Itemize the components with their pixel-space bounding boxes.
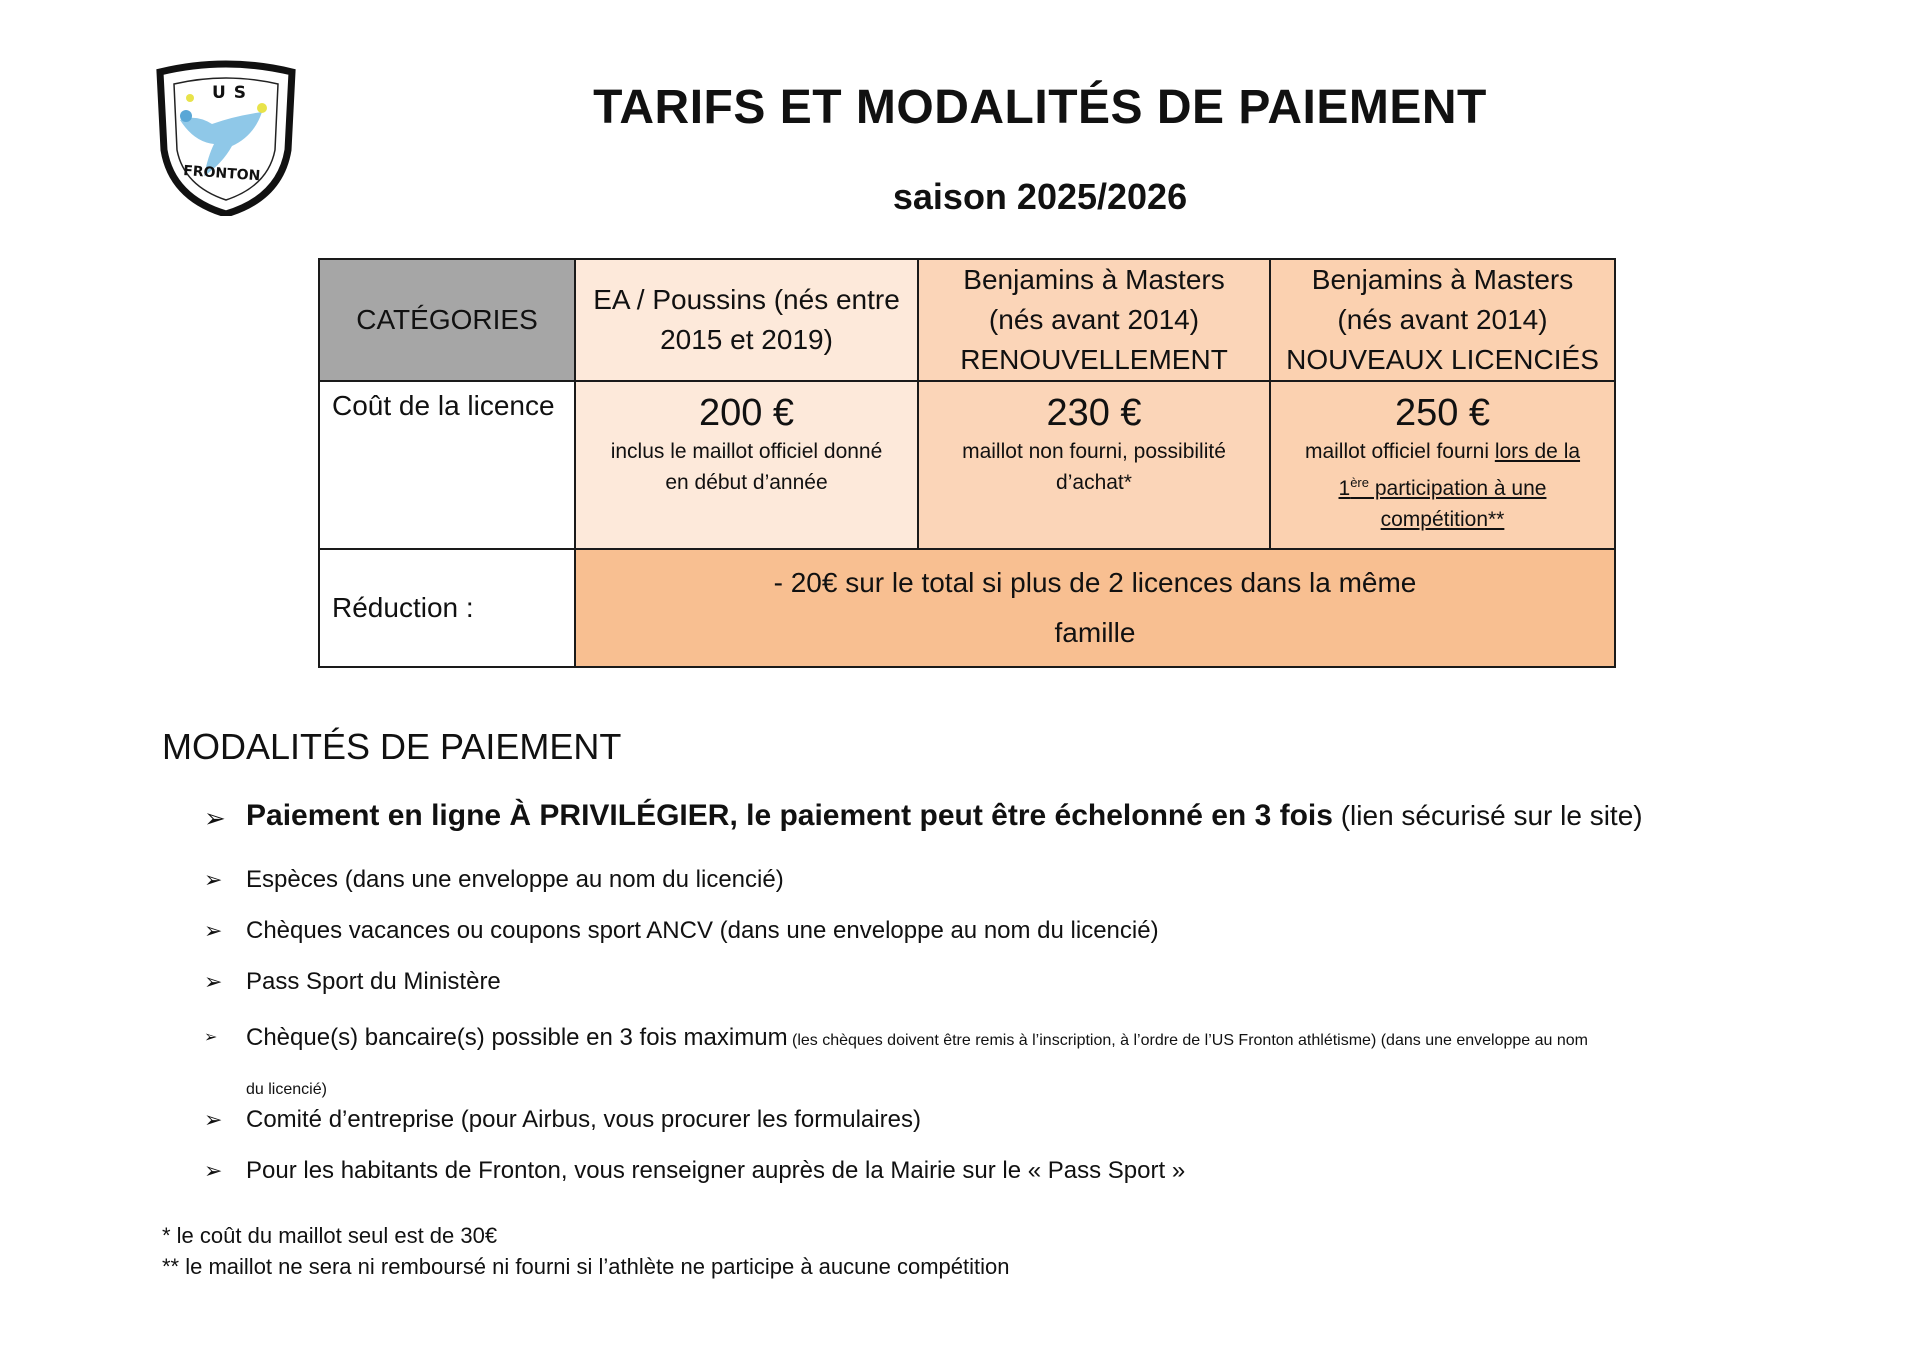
header-renouvellement <box>918 259 1270 381</box>
price-cell-ea <box>575 381 918 549</box>
modalites-heading: MODALITÉS DE PAIEMENT <box>162 726 622 767</box>
header-categories: CATÉGORIES <box>319 259 575 381</box>
arrow-bullet-icon: ➢ <box>204 1158 223 1183</box>
list-item: ➢ Paiement en ligne À PRIVILÉGIER, le paiement peut être échelonné en 3 fois (lien sécurisé sur le site) <box>200 796 1780 862</box>
arrow-bullet-icon: ➢ <box>204 969 223 994</box>
price-cell-renouvellement <box>918 381 1270 549</box>
header-line: (nés avant 2014) <box>1337 304 1548 335</box>
cost-label: Coût de la licence <box>319 381 575 549</box>
footnotes <box>162 1220 1009 1282</box>
logo-top-text: US <box>212 83 255 103</box>
footnote: * le coût du maillot seul est de 30€ <box>162 1223 498 1248</box>
price-note: maillot officiel fourni lors de la 1ère participation à une compétition** <box>1304 440 1581 531</box>
list-item: ➢ Comité d’entreprise (pour Airbus, vous procurer les formulaires) <box>200 1102 1780 1153</box>
reduction-row <box>319 549 1615 667</box>
price-note: maillot non fourni, possibilité d’achat* <box>962 440 1226 494</box>
header-line: 2015 et 2019) <box>660 324 833 355</box>
reduction-label: Réduction : <box>319 549 575 667</box>
header-nouveaux <box>1270 259 1615 381</box>
price-value: 230 € <box>1046 392 1142 434</box>
list-item: ➢ Espèces (dans une enveloppe au nom du licencié) <box>200 862 1780 913</box>
club-logo <box>150 58 302 216</box>
header-ea-poussins <box>575 259 918 381</box>
price-note: inclus le maillot officiel donné en début d’année <box>610 440 883 494</box>
arrow-bullet-icon: ➢ <box>204 1029 218 1046</box>
arrow-bullet-icon: ➢ <box>204 1107 223 1132</box>
arrow-bullet-icon: ➢ <box>204 918 223 943</box>
price-value: 250 € <box>1394 392 1491 434</box>
header-line: Benjamins à Masters <box>963 264 1225 295</box>
cost-row <box>319 381 1615 549</box>
header-line: EA / Poussins (nés entre <box>593 284 900 315</box>
header-line: RENOUVELLEMENT <box>960 344 1228 375</box>
price-cell-nouveaux <box>1270 381 1615 549</box>
footnote: ** le maillot ne sera ni remboursé ni fourni si l’athlète ne participe à aucune compétition <box>162 1254 1010 1279</box>
page-subtitle: saison 2025/2026 <box>892 176 1188 217</box>
reduction-text: - 20€ sur le total si plus de 2 licences dans la même famille <box>575 549 1615 667</box>
list-item: ➢ Chèque(s) bancaire(s) possible en 3 fois maximum (les chèques doivent être remis à l’inscription, à l’ordre de l’US Fronton athlétisme) (dans une enveloppe au nom du licencié) <box>200 1015 1780 1102</box>
table-header-row <box>319 259 1615 381</box>
header-line: NOUVEAUX LICENCIÉS <box>1286 344 1599 375</box>
list-item: ➢ Pass Sport du Ministère <box>200 964 1780 1015</box>
list-item: ➢ Chèques vacances ou coupons sport ANCV (dans une enveloppe au nom du licencié) <box>200 913 1780 964</box>
list-item: ➢ Pour les habitants de Fronton, vous renseigner auprès de la Mairie sur le « Pass Sport » <box>200 1153 1780 1204</box>
price-value: 200 € <box>698 392 795 434</box>
header-line: Benjamins à Masters <box>1311 264 1574 295</box>
header-line: (nés avant 2014) <box>988 304 1200 335</box>
arrow-bullet-icon: ➢ <box>204 867 223 892</box>
arrow-bullet-icon: ➢ <box>204 803 226 833</box>
logo-bottom-text: FRONTON <box>182 163 261 185</box>
payment-methods-list <box>200 796 1780 1204</box>
page-title: TARIFS ET MODALITÉS DE PAIEMENT <box>593 81 1487 134</box>
tarifs-table <box>318 258 1616 668</box>
